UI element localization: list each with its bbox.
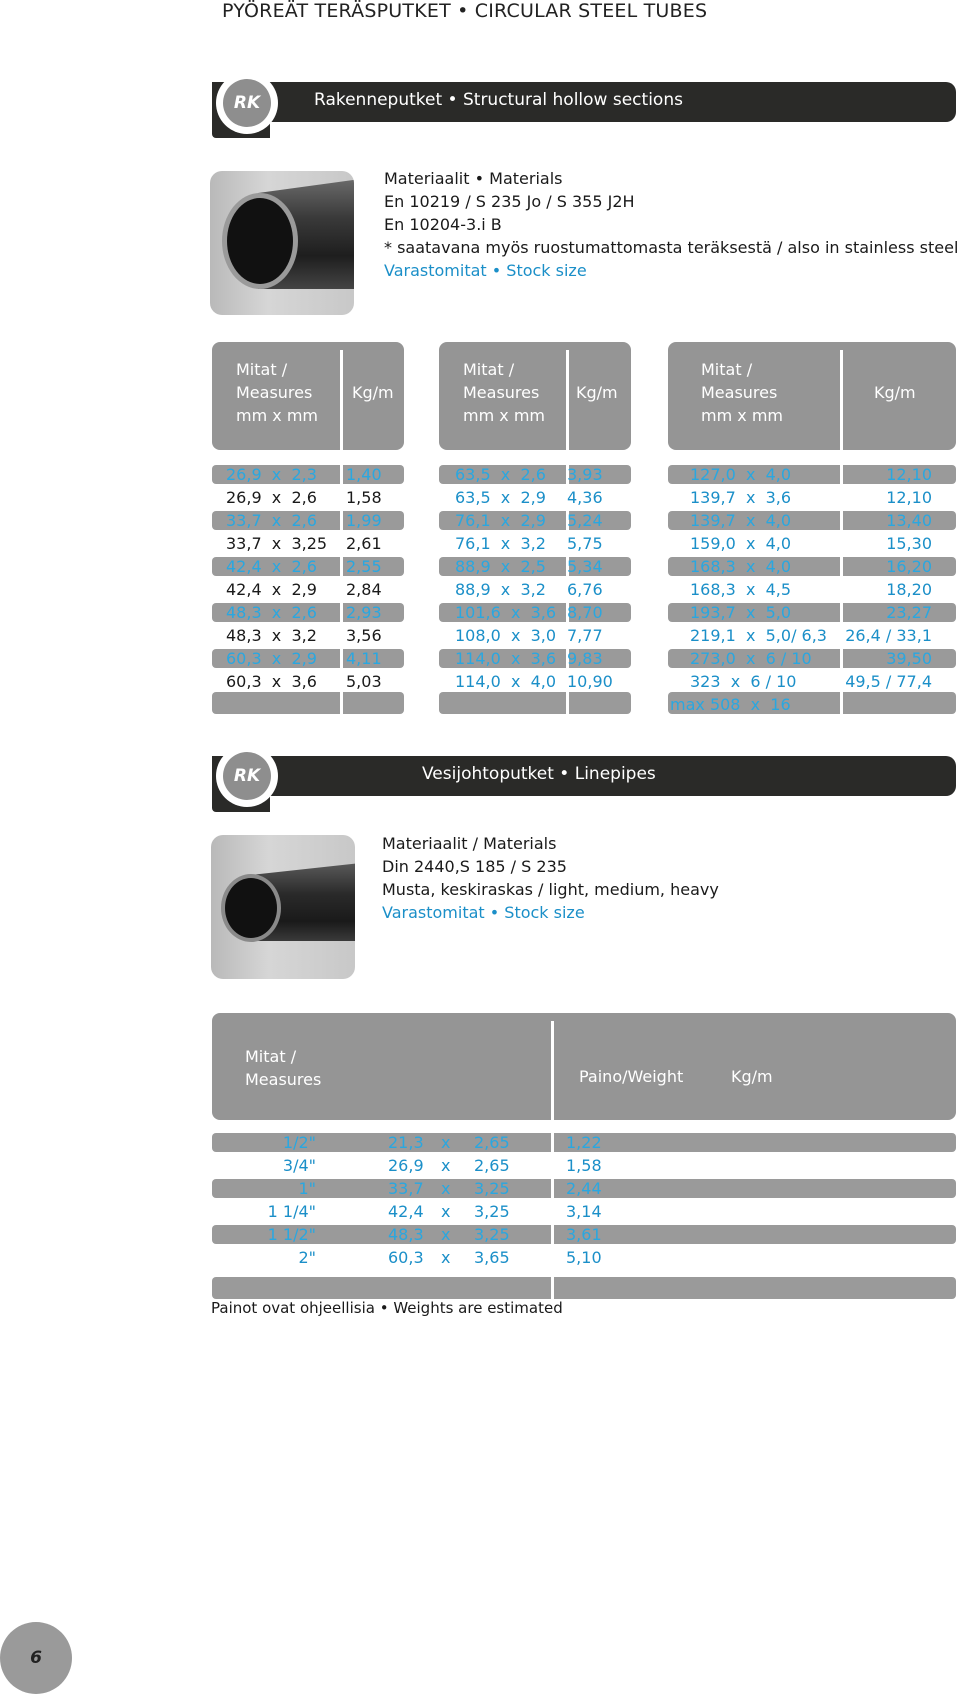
page-title: PYÖREÄT TERÄSPUTKET • CIRCULAR STEEL TUBES [222, 0, 708, 22]
section2-banner [212, 756, 956, 796]
kg-cell: 16,20 [886, 557, 932, 576]
table2-header [439, 342, 631, 450]
column-separator [340, 463, 343, 714]
footnote: Painot ovat ohjeellisia • Weights are estimated [211, 1299, 563, 1317]
kg-cell: 12,10 [886, 488, 932, 507]
kg-cell: 3,61 [566, 1225, 602, 1244]
rk-logo [216, 72, 278, 134]
kg-cell: 7,77 [567, 626, 603, 645]
header-measures: mm x mm [236, 406, 318, 425]
kg-cell: 4,11 [346, 649, 382, 668]
pipe-image [210, 171, 354, 315]
measure-cell: 48,3 x 2,6 [226, 603, 317, 622]
outer-diameter-cell: 60,3 [388, 1248, 424, 1267]
section1-materials [384, 167, 958, 282]
kg-cell: 9,83 [567, 649, 603, 668]
wall-thickness-cell: 3,25 [474, 1225, 510, 1244]
header-measures: mm x mm [701, 406, 783, 425]
materials-line: Materiaalit / Materials [382, 834, 557, 853]
outer-diameter-cell: 21,3 [388, 1133, 424, 1152]
table4-header [212, 1013, 956, 1120]
header-measures: Mitat / [236, 360, 288, 379]
size-inch-cell: 1/2" [282, 1133, 316, 1152]
pipe-image [211, 835, 355, 979]
table-end-stripe [439, 692, 631, 714]
header-measures: mm x mm [463, 406, 545, 425]
materials-line: En 10204-3.i B [384, 215, 502, 234]
measure-cell: 323 x 6 / 10 [690, 672, 797, 691]
kg-cell: 5,24 [567, 511, 603, 530]
kg-cell: 49,5 / 77,4 [845, 672, 932, 691]
wall-thickness-cell: 3,65 [474, 1248, 510, 1267]
measure-cell: 114,0 x 3,6 [455, 649, 557, 668]
header-measures: Mitat / [701, 360, 753, 379]
measure-cell: 42,4 x 2,6 [226, 557, 317, 576]
measure-cell: 193,7 x 5,0 [690, 603, 792, 622]
measure-cell: 33,7 x 3,25 [226, 534, 328, 553]
page-number: 6 [0, 1622, 72, 1694]
section2-materials [382, 832, 719, 924]
measure-cell: 219,1 x 5,0/ 6,3 [690, 626, 827, 645]
stock-size-label: Varastomitat • Stock size [384, 261, 587, 280]
column-separator [840, 463, 843, 714]
outer-diameter-cell: 33,7 [388, 1179, 424, 1198]
kg-cell: 3,56 [346, 626, 382, 645]
measure-cell: 60,3 x 2,9 [226, 649, 317, 668]
measure-cell: 273,0 x 6 / 10 [690, 649, 812, 668]
section1-banner [212, 82, 956, 122]
pipe-photo-linepipe [211, 835, 355, 979]
wall-thickness-cell: 2,65 [474, 1156, 510, 1175]
header-measures: Measures [463, 383, 540, 402]
header-measures: Mitat / [245, 1047, 297, 1066]
materials-line: En 10219 / S 235 Jo / S 355 J2H [384, 192, 635, 211]
kg-cell: 5,10 [566, 1248, 602, 1267]
measure-cell: 101,6 x 3,6 [455, 603, 557, 622]
measure-cell: 168,3 x 4,0 [690, 557, 792, 576]
header-measures: Measures [245, 1070, 322, 1089]
size-inch-cell: 3/4" [282, 1156, 316, 1175]
wall-thickness-cell: 3,25 [474, 1179, 510, 1198]
measure-cell: 114,0 x 4,0 [455, 672, 557, 691]
table1-header [212, 342, 404, 450]
header-kg: Kg/m [874, 383, 916, 402]
max-size-note: max 508 x 16 [670, 695, 791, 714]
kg-cell: 1,99 [346, 511, 382, 530]
measure-cell: 139,7 x 3,6 [690, 488, 792, 507]
outer-diameter-cell: 26,9 [388, 1156, 424, 1175]
measure-cell: 88,9 x 2,5 [455, 557, 546, 576]
outer-diameter-cell: 42,4 [388, 1202, 424, 1221]
table3-header [668, 342, 956, 450]
wall-thickness-cell: 2,65 [474, 1133, 510, 1152]
kg-cell: 1,58 [566, 1156, 602, 1175]
times-cell: x [441, 1248, 451, 1267]
kg-cell: 23,27 [886, 603, 932, 622]
stock-size-label: Varastomitat • Stock size [382, 903, 585, 922]
measure-cell: 26,9 x 2,3 [226, 465, 317, 484]
times-cell: x [441, 1225, 451, 1244]
header-measures: Measures [701, 383, 778, 402]
measure-cell: 33,7 x 2,6 [226, 511, 317, 530]
rk-logo [216, 745, 278, 807]
kg-cell: 5,03 [346, 672, 382, 691]
measure-cell: 76,1 x 3,2 [455, 534, 546, 553]
measure-cell: 63,5 x 2,9 [455, 488, 546, 507]
measure-cell: 108,0 x 3,0 [455, 626, 557, 645]
kg-cell: 1,22 [566, 1133, 602, 1152]
header-measures: Measures [236, 383, 313, 402]
measure-cell: 76,1 x 2,9 [455, 511, 546, 530]
column-separator [551, 1131, 554, 1299]
header-kg: Kg/m [576, 383, 618, 402]
size-inch-cell: 2" [298, 1248, 316, 1267]
kg-cell: 8,70 [567, 603, 603, 622]
section1-title: Rakenneputket • Structural hollow sections [314, 90, 683, 110]
rk-logo-text: RK [223, 79, 271, 127]
materials-line: * saatavana myös ruostumattomasta teräksestä / also in stainless steel [384, 238, 959, 257]
kg-cell: 1,58 [346, 488, 382, 507]
materials-line: Din 2440,S 185 / S 235 [382, 857, 567, 876]
kg-cell: 2,61 [346, 534, 382, 553]
header-weight: Paino/Weight [579, 1067, 684, 1086]
kg-cell: 6,76 [567, 580, 603, 599]
kg-cell: 3,14 [566, 1202, 602, 1221]
measure-cell: 168,3 x 4,5 [690, 580, 792, 599]
measure-cell: 88,9 x 3,2 [455, 580, 546, 599]
kg-cell: 5,75 [567, 534, 603, 553]
kg-cell: 2,44 [566, 1179, 602, 1198]
times-cell: x [441, 1179, 451, 1198]
measure-cell: 139,7 x 4,0 [690, 511, 792, 530]
measure-cell: 63,5 x 2,6 [455, 465, 546, 484]
size-inch-cell: 1" [298, 1179, 316, 1198]
kg-cell: 5,34 [567, 557, 603, 576]
header-kg: Kg/m [352, 383, 394, 402]
measure-cell: 48,3 x 3,2 [226, 626, 317, 645]
kg-cell: 10,90 [567, 672, 613, 691]
kg-cell: 12,10 [886, 465, 932, 484]
measure-cell: 127,0 x 4,0 [690, 465, 792, 484]
measure-cell: 159,0 x 4,0 [690, 534, 792, 553]
measure-cell: 60,3 x 3,6 [226, 672, 317, 691]
kg-cell: 2,93 [346, 603, 382, 622]
wall-thickness-cell: 3,25 [474, 1202, 510, 1221]
header-measures: Mitat / [463, 360, 515, 379]
kg-cell: 1,40 [346, 465, 382, 484]
size-inch-cell: 1 1/4" [267, 1202, 316, 1221]
header-kg: Kg/m [731, 1067, 773, 1086]
kg-cell: 13,40 [886, 511, 932, 530]
pipe-photo-structural [210, 171, 354, 315]
kg-cell: 2,55 [346, 557, 382, 576]
kg-cell: 15,30 [886, 534, 932, 553]
table-end-stripe [212, 692, 404, 714]
section2-title: Vesijohtoputket • Linepipes [422, 764, 656, 784]
materials-line: Musta, keskiraskas / light, medium, heavy [382, 880, 719, 899]
kg-cell: 39,50 [886, 649, 932, 668]
kg-cell: 26,4 / 33,1 [845, 626, 932, 645]
times-cell: x [441, 1202, 451, 1221]
kg-cell: 18,20 [886, 580, 932, 599]
kg-cell: 2,84 [346, 580, 382, 599]
materials-line: Materiaalit • Materials [384, 169, 563, 188]
times-cell: x [441, 1156, 451, 1175]
table-end-stripe [212, 1277, 956, 1299]
kg-cell: 4,36 [567, 488, 603, 507]
rk-logo-text: RK [223, 752, 271, 800]
measure-cell: 26,9 x 2,6 [226, 488, 317, 507]
measure-cell: 42,4 x 2,9 [226, 580, 317, 599]
size-inch-cell: 1 1/2" [267, 1225, 316, 1244]
kg-cell: 3,93 [567, 465, 603, 484]
times-cell: x [441, 1133, 451, 1152]
outer-diameter-cell: 48,3 [388, 1225, 424, 1244]
